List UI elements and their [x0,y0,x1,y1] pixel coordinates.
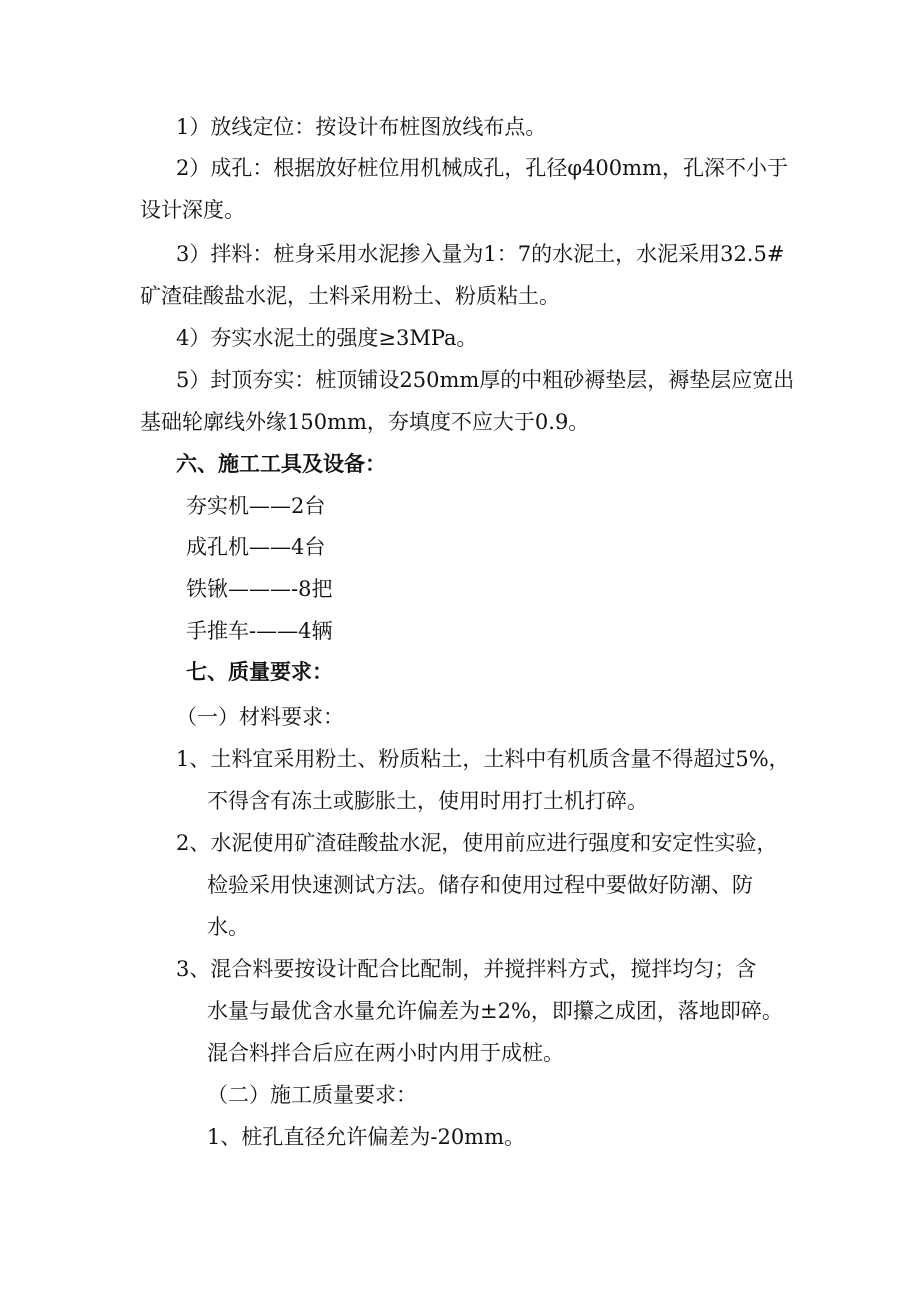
step-3-line-1: 3）拌料：桩身采用水泥掺入量为1：7的水泥土，水泥采用32.5# [176,242,785,266]
subsection-materials-heading: （一）材料要求： [176,705,344,729]
equipment-item: 夯实机——2台 [186,494,326,518]
equipment-item: 手推车-——4辆 [186,619,333,643]
step-2-line-2: 设计深度。 [140,198,245,222]
material-1-line-2: 不得含有冻土或膨胀土，使用时用打土机打碎。 [207,789,648,813]
step-4-line: 4）夯实水泥土的强度≥3MPa。 [176,326,478,350]
step-3-line-2: 矿渣硅酸盐水泥，土料采用粉土、粉质粘土。 [140,284,560,308]
material-2-line-2: 检验采用快速测试方法。储存和使用过程中要做好防潮、防 [207,873,753,897]
step-1-line: 1）放线定位：按设计布桩图放线布点。 [176,115,547,139]
section-7-heading: 七、质量要求： [186,659,333,684]
material-2-line-1: 2、水泥使用矿渣硅酸盐水泥，使用前应进行强度和安定性实验， [176,831,778,855]
material-3-line-1: 3、混合料要按设计配合比配制，并搅拌料方式，搅拌均匀；含 [176,957,757,981]
quality-1-line: 1、桩孔直径允许偏差为-20mm。 [207,1125,526,1149]
equipment-item: 铁锹———-8把 [186,577,333,601]
section-6-heading: 六、施工工具及设备： [176,451,386,476]
equipment-item: 成孔机——4台 [186,535,326,559]
material-2-line-3: 水。 [207,915,249,939]
step-5-line-1: 5）封顶夯实：桩顶铺设250mm厚的中粗砂褥垫层，褥垫层应宽出 [176,368,795,392]
material-1-line-1: 1、土料宜采用粉土、粉质粘土，土料中有机质含量不得超过5%， [176,747,790,771]
step-5-line-2: 基础轮廓线外缘150mm，夯填度不应大于0.9。 [140,410,590,434]
subsection-construction-quality-heading: （二）施工质量要求： [207,1083,417,1107]
material-3-line-3: 混合料拌合后应在两小时内用于成桩。 [207,1041,564,1065]
material-3-line-2: 水量与最优含水量允许偏差为±2%，即攥之成团，落地即碎。 [207,999,783,1023]
step-2-line-1: 2）成孔：根据放好桩位用机械成孔，孔径φ400mm，孔深不小于 [176,156,788,180]
